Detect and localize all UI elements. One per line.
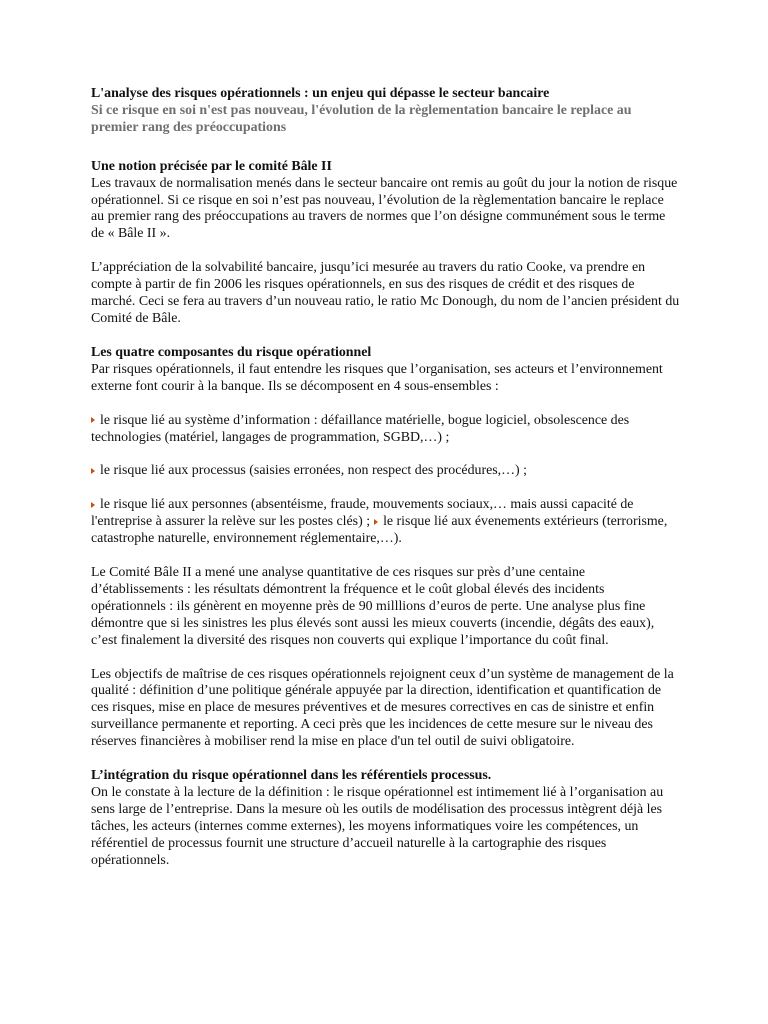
bullet-text: le risque lié aux évenements extérieurs (terrorisme, catastrophe naturelle, environnement réglementaire,…). — [91, 514, 668, 547]
bullet-item-processus — [91, 463, 680, 480]
section-heading-integration: L’intégration du risque opérationnel dans les référentiels processus. — [91, 768, 492, 784]
bullet-arrow-icon — [91, 502, 95, 508]
paragraph: Les travaux de normalisation menés dans le secteur bancaire ont remis au goût du jour la notion de risque opérationnel. Si ce risque en soi n’est pas nouveau, l’évolution de la règlementation bancaire le replace au premier rang des préoccupations au travers de normes que l’on désigne communément sous le terme de « Bâle II ». — [91, 175, 678, 242]
document-title: L'analyse des risques opérationnels : un enjeu qui dépasse le secteur bancaire — [91, 86, 550, 101]
paragraph: Les objectifs de maîtrise de ces risques opérationnels rejoignent ceux d’un système de management de la qualité : définition d’une politique générale appuyée par la direction, identification et quantification de ces risques, mise en place de mesures préventives et de mesures correctives en cas de sinistre et enfin surveillance permanente et reporting. A ceci près que les incidences de cette mesure sur le niveau des réserves financières à mobiliser rend la mise en place d'un tel outil de suivi obligatoire. — [91, 666, 674, 750]
bullet-item-personnes-evenements — [91, 497, 680, 548]
paragraph: On le constate à la lecture de la définition : le risque opérationnel est intimement lié à l’organisation au sens large de l’entreprise. Dans la mesure où les outils de modélisation des processus intègrent déjà les tâches, les acteurs (internes comme externes), les moyens informatiques voire les compétences, un référentiel de processus fournit une structure d’accueil naturelle à la cartographie des risques opérationnels. — [91, 785, 664, 868]
paragraph: Le Comité Bâle II a mené une analyse quantitative de ces risques sur près d’une centaine d’établissements : les résultats démontrent la fréquence et le coût global élevés des incidents opérationnels : ils génèrent en moyenne près de 90 milllions d’euros de perte. Une analyse plus fine démontre que si les sinistres les plus élevés sont aussi les mieux couverts (incendie, dégâts des eaux), c’est finalement la diversité des risques non couverts qui explique l’importance du coût final. — [91, 565, 655, 648]
bullet-text: le risque lié aux personnes (absentéisme, fraude, mouvements sociaux,… mais aussi capacité de l'entreprise à assurer la relève sur les postes clés) ; — [91, 497, 634, 530]
bullet-arrow-icon — [91, 417, 95, 423]
section-heading-bale-ii: Une notion précisée par le comité Bâle II — [91, 158, 332, 174]
bullet-arrow-icon — [374, 519, 378, 525]
document-subtitle: Si ce risque en soi n'est pas nouveau, l'évolution de la règlementation bancaire le replace au premier rang des préoccupations — [91, 102, 632, 135]
bullet-text: le risque lié aux processus (saisies erronées, non respect des procédures,…) ; — [100, 463, 527, 479]
section-heading-composantes: Les quatre composantes du risque opérationnel — [91, 344, 372, 360]
bullet-arrow-icon — [91, 468, 95, 474]
bullet-item-systeme-information — [91, 413, 680, 447]
paragraph: L’appréciation de la solvabilité bancaire, jusqu’ici mesurée au travers du ratio Cooke, va prendre en compte à partir de fin 2006 les risques opérationnels, en sus des risques de crédit et des risques de marché. Ceci se fera au travers d’un nouveau ratio, le ratio Mc Donough, du nom de l’ancien président du Comité de Bâle. — [91, 260, 680, 326]
bullet-text: le risque lié au système d’information : défaillance matérielle, bogue logiciel, obsolescence des technologies (matériel, langages de programmation, SGBD,…) ; — [91, 412, 630, 445]
paragraph-intro: Par risques opérationnels, il faut entendre les risques que l’organisation, ses acteurs et l’environnement externe font courir à la banque. Ils se décomposent en 4 sous-ensembles : — [91, 361, 663, 394]
